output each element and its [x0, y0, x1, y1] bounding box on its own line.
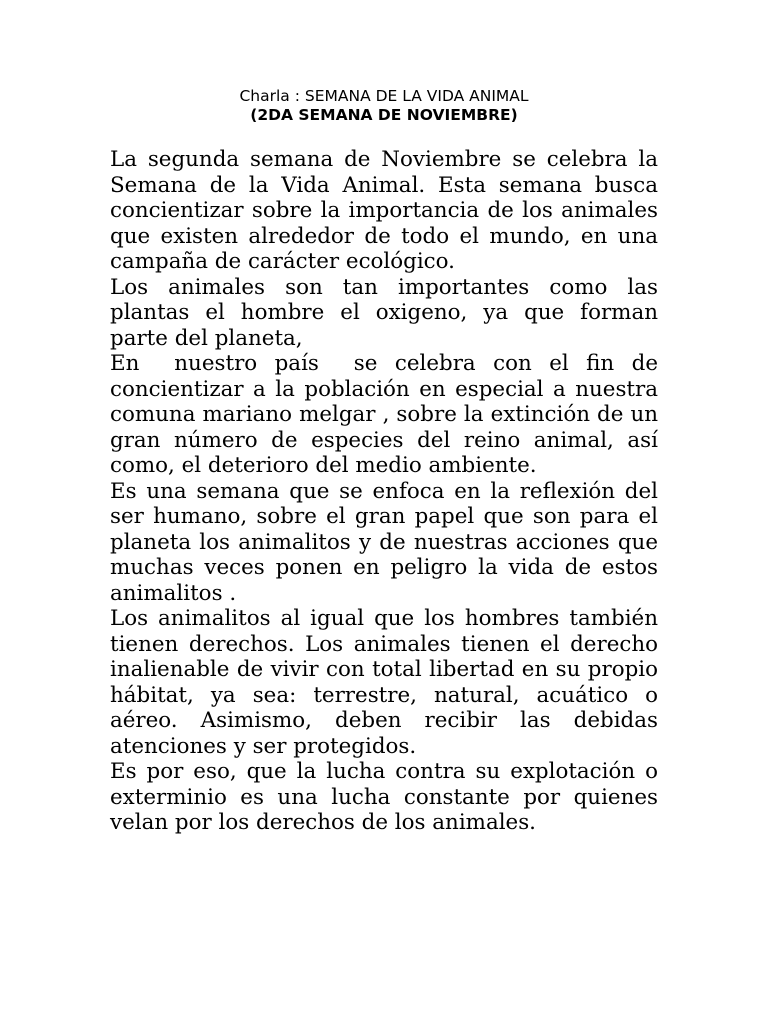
paragraph-6: Es por eso, que la lucha contra su explotación o exterminio es una lucha constante por quienes velan por los derechos de los animales.: [110, 759, 665, 835]
document-title: Charla : SEMANA DE LA VIDA ANIMAL: [239, 87, 529, 105]
paragraph-4: Es una semana que se enfoca en la reflexión del ser humano, sobre el gran papel que son para el planeta los animalitos y de nuestras acciones que muchas veces ponen en peligro la vida de estos animalitos .: [110, 478, 665, 606]
document-subtitle: (2DA SEMANA DE NOVIEMBRE): [250, 106, 518, 124]
paragraph-3: En nuestro país se celebra con el fin de concientizar a la población en especial a nuestra comuna mariano melgar , sobre la extinción de un gran número de especies del reino animal, así como, el deterioro del medio ambiente.: [110, 351, 665, 478]
document-body: [110, 147, 665, 836]
document-header: [0, 86, 768, 125]
paragraph-5: Los animalitos al igual que los hombres también tienen derechos. Los animales tienen el derecho inalienable de vivir con total libertad en su propio hábitat, ya sea: terrestre, natural, acuático o aéreo. Asimismo, deben recibir las debidas atenciones y ser protegidos.: [110, 606, 665, 759]
paragraph-1: La segunda semana de Noviembre se celebra la Semana de la Vida Animal. Esta semana busca concientizar sobre la importancia de los animales que existen alrededor de todo el mundo, en una campaña de carácter ecológico.: [110, 147, 665, 274]
paragraph-2: Los animales son tan importantes como las plantas el hombre el oxigeno, ya que forman parte del planeta,: [110, 274, 665, 351]
